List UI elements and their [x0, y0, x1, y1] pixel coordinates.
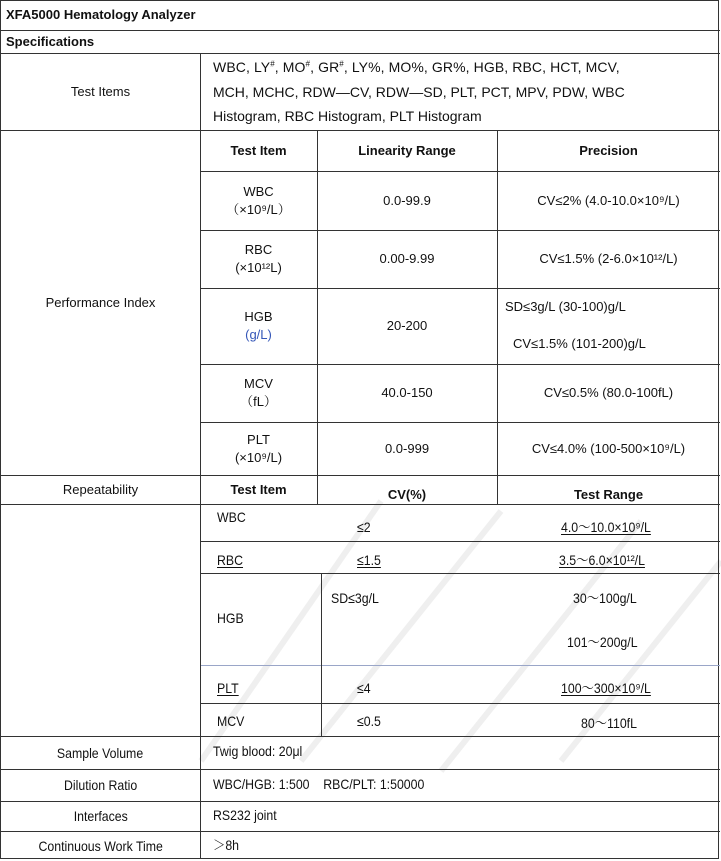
interfaces-value: RS232 joint — [213, 807, 277, 823]
perf-row-hgb-precision-sd: SD≤3g/L (30-100)g/L — [505, 299, 626, 314]
rep-header-test-range: Test Range — [573, 486, 644, 502]
perf-header-linearity-range: Linearity Range — [358, 142, 456, 158]
section-heading: Specifications — [6, 34, 95, 49]
perf-row-plt-precision: CV≤4.0% (100-500×10⁹/L) — [531, 440, 686, 456]
perf-row-wbc-range: 0.0-99.9 — [383, 192, 431, 208]
rep-row-plt-range: 100～300×10⁹/L — [561, 680, 651, 696]
repeatability-label: Repeatability — [62, 481, 139, 497]
performance-index-label: Performance Index — [45, 294, 156, 310]
perf-row-plt-range: 0.0-999 — [384, 440, 430, 456]
perf-row-hgb-range: 20-200 — [386, 318, 428, 333]
rep-header-cv: CV(%) — [387, 486, 427, 502]
perf-row-mcv-range: 40.0-150 — [381, 385, 433, 400]
rep-row-mcv-range: 80～110fL — [581, 715, 637, 731]
sample-volume-value: Twig blood: 20μl — [213, 743, 303, 759]
perf-row-rbc-precision: CV≤1.5% (2-6.0×10¹²/L) — [539, 251, 678, 266]
perf-row-wbc-item: WBC （×10⁹/L） — [226, 183, 291, 217]
test-items-label: Test Items — [70, 83, 131, 99]
perf-header-precision: Precision — [579, 142, 638, 158]
perf-row-rbc-item: RBC (×10¹²L) — [235, 242, 282, 275]
rep-header-test-item: Test Item — [230, 481, 287, 497]
perf-row-plt-item: PLT (×10⁹/L) — [234, 431, 283, 465]
perf-row-mcv-precision: CV≤0.5% (80.0-100fL) — [543, 385, 674, 400]
dilution-ratio-label: Dilution Ratio — [63, 777, 138, 793]
document-title: XFA5000 Hematology Analyzer — [6, 7, 196, 22]
test-items-line-2: MCH, MCHC, RDW—CV, RDW—SD, PLT, PCT, MPV, PDW, WBC — [213, 84, 625, 100]
rep-row-mcv-cv: ≤0.5 — [357, 713, 381, 729]
continuous-work-time-label: Continuous Work Time — [38, 837, 163, 854]
rep-row-wbc-item: WBC — [217, 509, 246, 525]
rep-row-hgb-range-1: 30～100g/L — [573, 590, 637, 606]
rep-row-plt-item: PLT — [217, 680, 239, 696]
rep-row-rbc-cv: ≤1.5 — [357, 552, 381, 568]
rep-row-hgb-range-2: 101～200g/L — [567, 634, 638, 650]
continuous-work-time-value: ＞8h — [213, 837, 240, 853]
sample-volume-label: Sample Volume — [57, 744, 144, 761]
perf-row-mcv-item: MCV （fL） — [240, 376, 277, 409]
interfaces-label: Interfaces — [73, 808, 128, 824]
perf-row-hgb-precision-cv: CV≤1.5% (101-200)g/L — [513, 336, 646, 351]
test-items-line-3: Histogram, RBC Histogram, PLT Histogram — [213, 108, 482, 124]
test-items-line-1: WBC, LY#, MO#, GR#, LY%, MO%, GR%, HGB, RBC, HCT, MCV, — [213, 59, 620, 75]
rep-row-hgb-cv: SD≤3g/L — [331, 590, 379, 606]
perf-row-wbc-precision: CV≤2% (4.0-10.0×10⁹/L) — [537, 192, 680, 208]
rep-row-rbc-range: 3.5～6.0×10¹²/L — [559, 552, 645, 568]
rep-row-wbc-cv: ≤2 — [357, 519, 371, 535]
rep-row-mcv-item: MCV — [217, 713, 245, 729]
perf-row-hgb-item: HGB (g/L) — [244, 309, 273, 342]
rep-row-plt-cv: ≤4 — [357, 680, 371, 696]
dilution-ratio-value: WBC/HGB: 1:500 RBC/PLT: 1:50000 — [213, 776, 425, 792]
perf-header-test-item: Test Item — [230, 142, 287, 158]
rep-row-hgb-item: HGB — [217, 610, 244, 626]
rep-row-rbc-item: RBC — [217, 552, 244, 568]
rep-row-wbc-range: 4.0～10.0×10⁹/L — [561, 519, 651, 535]
perf-row-rbc-range: 0.00-9.99 — [379, 251, 435, 266]
